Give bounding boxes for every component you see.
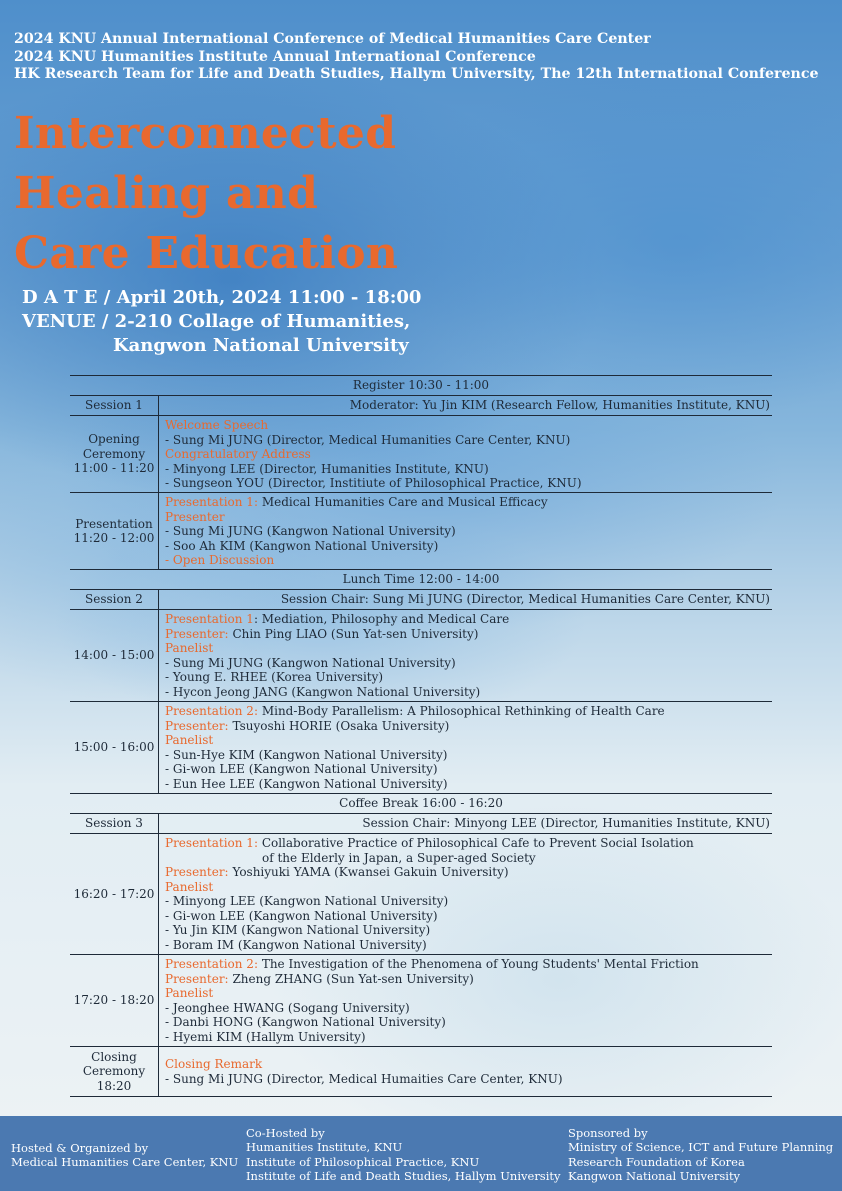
footer-sponsored: Sponsored by Ministry of Science, ICT and Future Planning Research Foundation of Korea Kangwon National University <box>568 1126 834 1183</box>
s3p2-panelist-heading: Panelist <box>165 986 214 1000</box>
schedule-table <box>70 375 772 1097</box>
s2p1-panelist: - Sung Mi JUNG (Kangwon National University) <box>165 655 456 670</box>
s2p2-panelist: - Gi-won LEE (Kangwon National University) <box>165 762 438 776</box>
footer-cohosted: Co-Hosted by Humanities Institute, KNU Institute of Philosophical Practice, KNU Institute of Life and Death Studies, Hallym University <box>246 1126 561 1183</box>
venue-line-1: VENUE / 2-210 Collage of Humanities, <box>22 311 411 332</box>
conference-header <box>14 31 819 84</box>
header-line-2: 2024 KNU Humanities Institute Annual International Conference <box>14 48 536 65</box>
lunch-row: Lunch Time 12:00 - 14:00 <box>70 570 772 590</box>
presenter-1: - Sung Mi JUNG (Kangwon National University) <box>165 524 456 538</box>
s2p1-prefix: Presentation 1 <box>165 612 254 626</box>
opening-time-cell: Opening Ceremony 11:00 - 11:20 <box>70 416 159 492</box>
s2p2-panelist-heading: Panelist <box>165 733 214 747</box>
s3p1-presenter: Yoshiyuki YAMA (Kwansei Gakuin University) <box>232 865 509 879</box>
presentation-title: Medical Humanities Care and Musical Efficacy <box>261 495 548 509</box>
opening-ceremony-block <box>70 416 772 493</box>
congrats-speaker-2: - Sungseon YOU (Director, Institiute of Philosophical Practice, KNU) <box>165 476 582 490</box>
s3p1-panelist: - Gi-won LEE (Kangwon National University) <box>165 908 438 923</box>
s2p2-panelist: - Sun-Hye KIM (Kangwon National University) <box>165 747 448 762</box>
session-2-presentation-2 <box>70 702 772 794</box>
closing-speaker: - Sung Mi JUNG (Director, Medical Humaities Care Center, KNU) <box>165 1071 563 1086</box>
s2p2-prefix: Presentation 2: <box>165 704 258 718</box>
title-line-1: Interconnected <box>14 108 397 159</box>
s3p2-prefix: Presentation 2: <box>165 957 258 971</box>
session-2-presentation-1 <box>70 610 772 702</box>
session-3-chair: Session Chair: Minyong LEE (Director, Humanities Institute, KNU) <box>362 816 770 830</box>
session-3-label: Session 3 <box>70 814 159 833</box>
session-2-chair: Session Chair: Sung Mi JUNG (Director, Medical Humanities Care Center, KNU) <box>280 592 770 606</box>
s3p2-presenter-label: Presenter: <box>165 971 229 986</box>
s3p2-panelist: - Hyemi KIM (Hallym University) <box>165 1029 366 1044</box>
header-line-3: HK Research Team for Life and Death Studies, Hallym University, The 12th International Conference <box>14 66 819 82</box>
s2p2-time: 15:00 - 16:00 <box>70 702 159 793</box>
s3p2-panelist: - Jeonghee HWANG (Sogang University) <box>165 1000 410 1015</box>
presenter-2: - Soo Ah KIM (Kangwon National University) <box>165 538 439 553</box>
title-line-2: Healing and <box>14 168 319 219</box>
closing-ceremony-block <box>70 1047 772 1097</box>
s3p1-panelist: - Boram IM (Kangwon National University) <box>165 937 427 952</box>
date-venue <box>22 286 421 358</box>
congrats-heading: Congratulatory Address <box>165 447 311 461</box>
s3p2-presenter: Zheng ZHANG (Sun Yat-sen University) <box>232 971 474 986</box>
s2p1-time: 14:00 - 15:00 <box>70 610 159 701</box>
s2p1-title: : Mediation, Philosophy and Medical Care <box>253 612 510 626</box>
footer-hosted: Hosted & Organized by Medical Humanities Care Center, KNU <box>11 1141 239 1170</box>
session-1-chair: Moderator: Yu Jin KIM (Research Fellow, Humanities Institute, KNU) <box>349 398 770 412</box>
presentation-time-cell: Presentation 11:20 - 12:00 <box>70 493 159 569</box>
session-1-header <box>70 396 772 416</box>
closing-heading: Closing Remark <box>165 1057 263 1071</box>
presentation-block <box>70 493 772 570</box>
s3p2-title: The Investigation of the Phenomena of Young Students' Mental Friction <box>261 957 699 971</box>
session-2-header <box>70 590 772 610</box>
session-3-presentation-1 <box>70 834 772 955</box>
s3p2-panelist: - Danbi HONG (Kangwon National University) <box>165 1015 446 1029</box>
presenter-heading: Presenter <box>165 509 225 524</box>
s3p1-prefix: Presentation 1: <box>165 836 258 850</box>
s3p1-panelist: - Minyong LEE (Kangwon National University) <box>165 894 449 908</box>
s3p1-title-1: Collaborative Practice of Philosophical Cafe to Prevent Social Isolation <box>261 836 694 850</box>
congrats-speaker-1: - Minyong LEE (Director, Humanities Institute, KNU) <box>165 461 489 476</box>
s2p2-title: Mind-Body Parallelism: A Philosophical Rethinking of Health Care <box>261 704 665 718</box>
footer <box>0 1116 842 1191</box>
s2p2-panelist: - Eun Hee LEE (Kangwon National University) <box>165 776 448 791</box>
session-1-label: Session 1 <box>70 396 159 415</box>
venue-line-2: Kangwon National University <box>113 335 409 356</box>
open-discussion: - Open Discussion <box>165 553 275 567</box>
session-2-label: Session 2 <box>70 590 159 609</box>
s2p2-presenter-label: Presenter: <box>165 718 229 733</box>
presentation-details <box>159 493 772 569</box>
session-3-presentation-2 <box>70 955 772 1047</box>
s2p1-panelist: - Hycon Jeong JANG (Kangwon National University) <box>165 684 481 699</box>
coffee-row: Coffee Break 16:00 - 16:20 <box>70 794 772 814</box>
s2p1-panelist-heading: Panelist <box>165 641 214 655</box>
s3p1-title-2: of the Elderly in Japan, a Super-aged Society <box>262 850 536 865</box>
register-row: Register 10:30 - 11:00 <box>70 376 772 396</box>
opening-details <box>159 416 772 492</box>
s2p1-panelist: - Young E. RHEE (Korea University) <box>165 670 384 684</box>
welcome-heading: Welcome Speech <box>165 418 269 432</box>
s3p1-panelist-heading: Panelist <box>165 879 214 894</box>
presentation-prefix: Presentation 1: <box>165 495 258 509</box>
title-line-3: Care Education <box>14 228 399 279</box>
s2p1-presenter: Chin Ping LIAO (Sun Yat-sen University) <box>232 626 479 641</box>
s3p1-time: 16:20 - 17:20 <box>70 834 159 954</box>
page-title <box>14 104 398 284</box>
closing-time-cell: Closing Ceremony 18:20 <box>70 1047 159 1096</box>
date-line: D A T E / April 20th, 2024 11:00 - 18:00 <box>22 287 422 308</box>
s2p1-presenter-label: Presenter: <box>165 626 229 641</box>
s3p1-panelist: - Yu Jin KIM (Kangwon National University) <box>165 923 431 937</box>
s3p1-presenter-label: Presenter: <box>165 865 229 879</box>
s3p2-time: 17:20 - 18:20 <box>70 955 159 1046</box>
session-3-header <box>70 814 772 834</box>
welcome-speaker: - Sung Mi JUNG (Director, Medical Humanities Care Center, KNU) <box>165 432 571 447</box>
s2p2-presenter: Tsuyoshi HORIE (Osaka University) <box>232 718 450 733</box>
header-line-1: 2024 KNU Annual International Conference of Medical Humanities Care Center <box>14 31 651 47</box>
